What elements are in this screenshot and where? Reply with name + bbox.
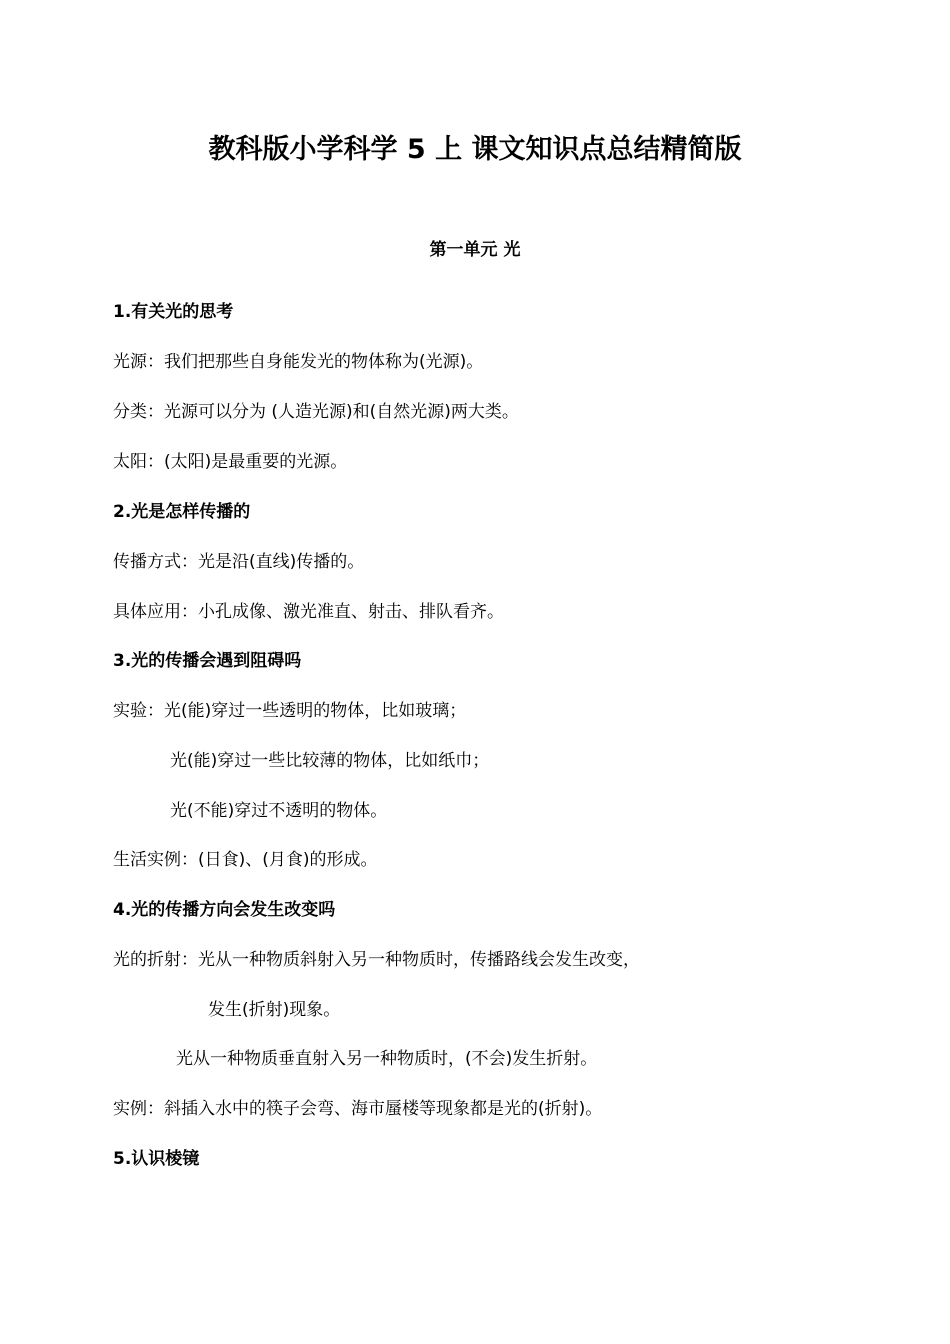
section-heading: 3.光的传播会遇到阻碍吗 [113,651,302,671]
text-line: 光(能)穿过一些比较薄的物体，比如纸巾； [170,751,490,771]
text-line: 分类：光源可以分为 (人造光源)和(自然光源)两大类。 [113,402,519,422]
text-line: 太阳：(太阳)是最重要的光源。 [113,452,348,472]
text-line: 实例：斜插入水中的筷子会弯、海市蜃楼等现象都是光的(折射)。 [113,1099,603,1119]
section-heading: 1.有关光的思考 [113,302,234,322]
page-title: 教科版小学科学 5 上 课文知识点总结精简版 [208,134,742,165]
text-line: 光(不能)穿过不透明的物体。 [170,801,388,821]
text-line: 实验：光(能)穿过一些透明的物体，比如玻璃； [113,701,467,721]
text-line: 具体应用：小孔成像、激光准直、射击、排队看齐。 [113,602,504,622]
text-line: 生活实例：(日食)、(月食)的形成。 [113,850,378,870]
text-line: 光源：我们把那些自身能发光的物体称为(光源)。 [113,352,484,372]
text-line: 发生(折射)现象。 [208,1000,341,1020]
unit-title: 第一单元 光 [429,240,521,260]
section-heading: 5.认识棱镜 [113,1149,200,1169]
text-line: 光从一种物质垂直射入另一种物质时，(不会)发生折射。 [176,1049,598,1069]
section-heading: 2.光是怎样传播的 [113,502,251,522]
text-line: 传播方式：光是沿(直线)传播的。 [113,552,365,572]
text-line: 光的折射：光从一种物质斜射入另一种物质时，传播路线会发生改变， [113,950,640,970]
section-heading: 4.光的传播方向会发生改变吗 [113,900,336,920]
